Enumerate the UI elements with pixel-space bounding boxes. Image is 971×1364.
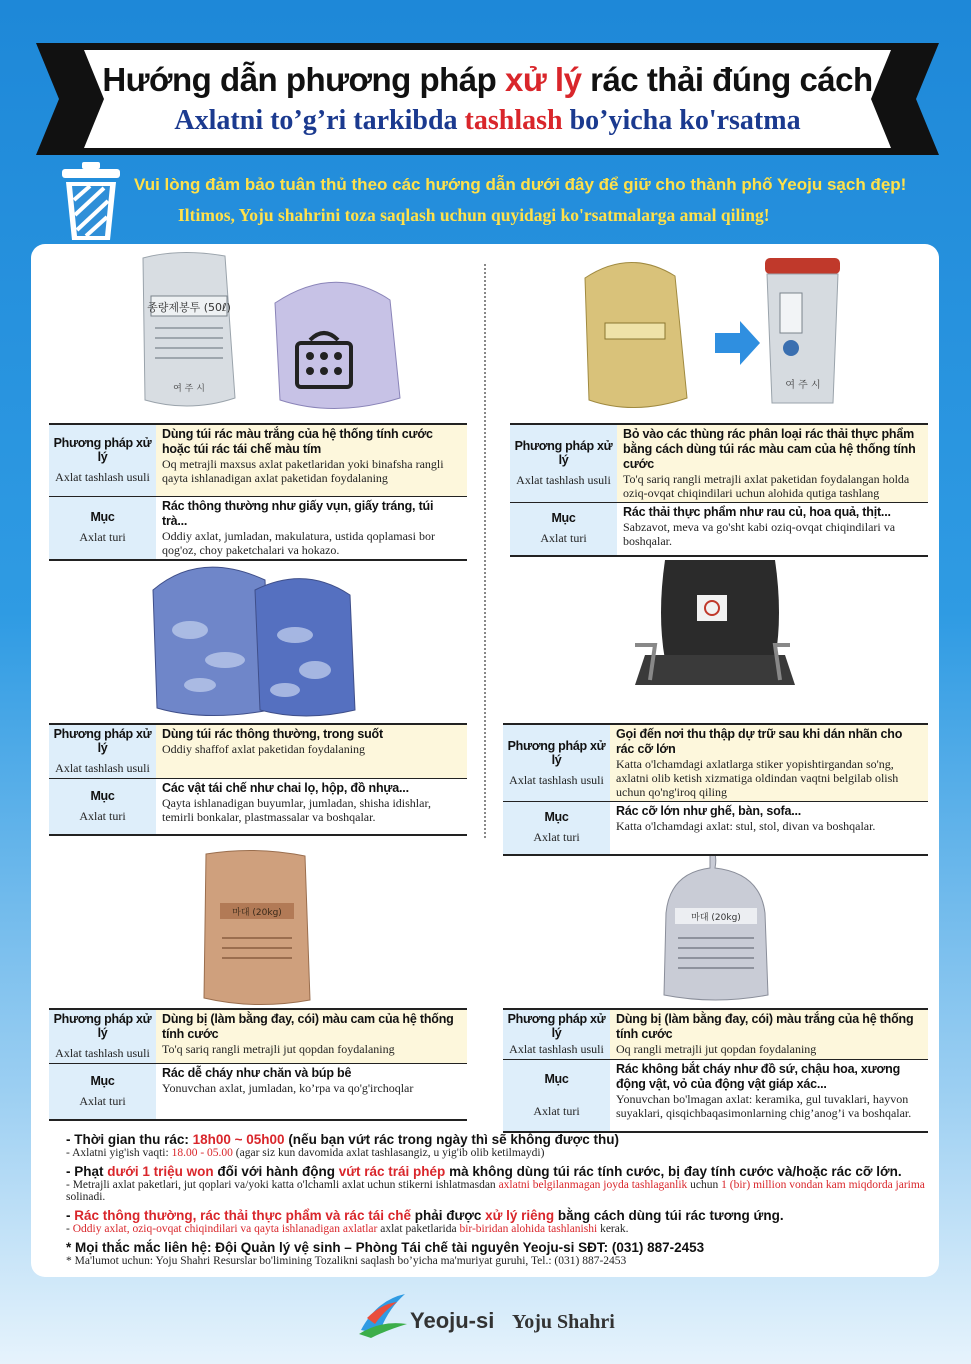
item-value-vi: Rác cỡ lớn như ghế, bàn, sofa... xyxy=(616,804,802,818)
item-label-vi: Mục xyxy=(90,788,115,803)
header-banner xyxy=(36,43,939,155)
bin-city-text: 여 주 시 xyxy=(785,380,821,391)
method-label-vi: Phương pháp xử lý xyxy=(507,738,606,767)
method-label-uz: Axlat tashlash usuli xyxy=(55,761,150,775)
item-label-uz: Axlat turi xyxy=(533,1103,580,1118)
item-value-uz: Qayta ishlanadigan buyumlar, jumladan, shisha idishlar, temirli bonkalar, plastmassalar va boshqalar. xyxy=(162,796,431,824)
white-sack-label-text: 마대 (20kg) xyxy=(691,913,741,923)
item-value-uz: Yonuvchan bo'lmagan axlat: keramika, gul tuvaklari, hayvon suyaklari, qisqichbaqasimonlarning chig’anog’i va boshqalar. xyxy=(616,1092,912,1120)
method-value-uz: Oddiy shaffof axlat paketidan foydalaning xyxy=(162,742,366,756)
method-label-vi: Phương pháp xử lý xyxy=(53,1012,152,1040)
trash-bin-icon xyxy=(60,160,122,242)
method-label-uz: Axlat tashlash usuli xyxy=(509,1042,604,1056)
item-label-vi: Mục xyxy=(551,511,576,526)
section-noncombustible-waste xyxy=(503,1008,928,1133)
subtitle-uz: Iltimos, Yoju shahrini toza saqlash uchun quyidagi ko'rsatmalarga amal qiling! xyxy=(178,205,770,225)
yeoju-logo-icon xyxy=(357,1290,409,1340)
method-value-vi: Dùng bị (làm bằng đay, cói) màu trắng của hệ thống tính cước xyxy=(616,1012,914,1041)
item-value-vi: Rác dễ cháy như chăn và búp bê xyxy=(162,1066,352,1080)
note-separation-vi: - Rác thông thường, rác thải thực phẩm và rác tái chế phải được xử lý riêng bằng cách dùng túi rác tương ứng. xyxy=(66,1208,784,1223)
note-fine-uz: - Metrajli axlat paketlari, jut qoplari va/yoki katta o'lchamli axlat uchun stikerni ishlatmasdan axlatni belgilanmagan joyda tashlaganlik uchun 1 (bir) million vondan kam miqdorda jarima solinadi. xyxy=(66,1179,925,1203)
page-title-uz: Axlatni to’g’ri tarkibda tashlash bo’yicha ko'rsatma xyxy=(174,105,801,136)
item-value-uz: Oddiy axlat, jumladan, makulatura, ustida qoplamasi bor qog'oz, choy paketchalari va hokazo. xyxy=(162,528,435,557)
item-value-vi: Rác thải thực phẩm như rau củ, hoa quả, thịt... xyxy=(623,505,891,519)
method-value-vi: Dùng túi rác màu trắng của hệ thống tính cước hoặc túi rác tái chế màu tím xyxy=(162,427,433,456)
page-title-vi: Hướng dẫn phương pháp xử lý rác thải đúng cách xyxy=(102,61,873,98)
section-general-waste xyxy=(49,423,467,561)
office-chair-photo xyxy=(625,555,800,720)
method-label-vi: Phương pháp xử lý xyxy=(514,439,613,467)
note-collection-time-vi: - Thời gian thu rác: 18h00 ~ 05h00 (nếu bạn vứt rác trong ngày thì sẽ không được thu) xyxy=(66,1132,619,1147)
note-collection-time-uz: - Axlatni yig'ish vaqti: 18.00 - 05.00 (agar siz kun davomida axlat tashlasangiz, u yig'ib olib ketilmaydi) xyxy=(66,1147,545,1159)
method-value-uz: Katta o'lchamdagi axlatlarga stiker yopishtirgandan so'ng, axlatni olib ketish xizmatiga oldindan vaqtni belgilab olish uchun qo'ng'iroq qiling xyxy=(616,757,899,799)
item-label-vi: Mục xyxy=(90,510,115,524)
footer-logo-text: Yeoju-si xyxy=(410,1308,495,1333)
method-label-vi: Phương pháp xử lý xyxy=(507,1012,606,1040)
section-bulky-waste xyxy=(503,723,928,856)
note-contact-uz: * Ma'lumot uchun: Yoju Shahri Resurslar bo'limining Tozalikni saqlash bo’yicha ma'muriyat guruhi, Tel.: (031) 887-2453 xyxy=(66,1255,627,1267)
method-label-vi: Phương pháp xử lý xyxy=(53,727,152,755)
item-label-vi: Mục xyxy=(544,810,569,825)
method-label-uz: Axlat tashlash usuli xyxy=(55,469,150,484)
method-value-uz: Oq rangli metrajli jut qopdan foydalaning xyxy=(616,1042,817,1056)
method-value-vi: Gọi đến nơi thu thập dự trữ sau khi dán nhãn cho rác cỡ lớn xyxy=(616,727,903,756)
item-label-uz: Axlat turi xyxy=(540,531,587,546)
method-label-uz: Axlat tashlash usuli xyxy=(509,772,604,787)
method-value-vi: Bỏ vào các thùng rác phân loại rác thải thực phẩm bằng cách dùng túi rác màu cam của hệ thống tính cước xyxy=(623,427,916,471)
item-label-uz: Axlat turi xyxy=(79,530,126,544)
section-recyclables xyxy=(49,723,467,836)
method-label-uz: Axlat tashlash usuli xyxy=(516,473,611,487)
note-fine-vi: - Phạt dưới 1 triệu won đối với hành động vứt rác trái phép mà không dùng túi rác tính cước, bị đay tính cước và/hoặc rác cỡ lớn. xyxy=(66,1164,902,1179)
white-and-purple-bags-photo xyxy=(135,248,405,420)
subtitle-vi: Vui lòng đảm bảo tuân thủ theo các hướng dẫn dưới đây để giữ cho thành phố Yeoju sạch đẹp! xyxy=(134,175,907,194)
item-value-uz: Sabzavot, meva va go'sht kabi oziq-ovqat chiqindilari va boshqalar. xyxy=(623,520,896,548)
item-label-vi: Mục xyxy=(544,1071,569,1086)
sack-label-text: 마대 (20kg) xyxy=(232,908,282,918)
city-name-text: 여 주 시 xyxy=(173,384,205,394)
item-label-uz: Axlat turi xyxy=(79,1093,126,1108)
item-label-vi: Mục xyxy=(90,1073,115,1088)
footer-logo-text-uz: Yoju Shahri xyxy=(512,1311,615,1333)
item-value-vi: Rác thông thường như giấy vụn, giấy tráng, túi trà... xyxy=(162,498,434,528)
method-value-uz: To'q sariq rangli metrajli jut qopdan foydalaning xyxy=(162,1042,395,1056)
item-label-uz: Axlat turi xyxy=(79,808,126,823)
method-label-vi: Phương pháp xử lý xyxy=(53,435,152,464)
item-label-uz: Axlat turi xyxy=(533,830,580,845)
food-waste-bag-and-bin-photo xyxy=(575,248,850,416)
note-separation-uz: - Oddiy axlat, oziq-ovqat chiqindilari va qayta ishlanadigan axlatlar axlat paketlarida bir-biridan alohida tashlanishi kerak. xyxy=(66,1223,629,1235)
method-value-vi: Dùng bị (làm bằng đay, cói) màu cam của hệ thống tính cước xyxy=(162,1012,454,1041)
method-label-uz: Axlat tashlash usuli xyxy=(55,1046,150,1060)
item-value-vi: Rác không bắt cháy như đồ sứ, chậu hoa, xương động vật, vỏ của động vật giáp xác... xyxy=(616,1062,901,1091)
banner-ribbon-icon xyxy=(36,43,939,155)
method-value-uz: To'q sariq rangli metrajli axlat paketidan foydalangan holda oziq-ovqat chiqindilari uchun alohida qutiga tashlang xyxy=(623,472,910,500)
note-contact-vi: * Mọi thắc mắc liên hệ: Đội Quản lý vệ sinh – Phòng Tái chế tài nguyên Yeoju-si SĐT: (031) 887-2453 xyxy=(66,1240,705,1255)
item-value-vi: Các vật tái chế như chai lọ, hộp, đồ nhựa... xyxy=(162,781,409,795)
orange-sack-photo xyxy=(200,848,315,1008)
column-divider xyxy=(484,264,486,838)
item-value-uz: Yonuvchan axlat, jumladan, ko’rpa va qo'g'irchoqlar xyxy=(162,1081,414,1095)
item-value-uz: Katta o'lchamdagi axlat: stul, stol, divan va boshqalar. xyxy=(616,819,876,833)
section-food-waste xyxy=(510,423,928,557)
section-combustible-waste xyxy=(49,1008,467,1121)
notes-block xyxy=(66,1127,926,1267)
transparent-recycling-bags-photo xyxy=(145,550,365,720)
method-value-uz: Oq metrajli maxsus axlat paketlaridan yoki binafsha rangli qayta ishlanadigan axlat paketidan foydalaning xyxy=(162,457,444,485)
white-sack-photo xyxy=(660,843,770,1003)
method-value-vi: Dùng túi rác thông thường, trong suốt xyxy=(162,727,383,741)
bag-label-text: 종량제봉투 (50ℓ) xyxy=(147,301,231,314)
